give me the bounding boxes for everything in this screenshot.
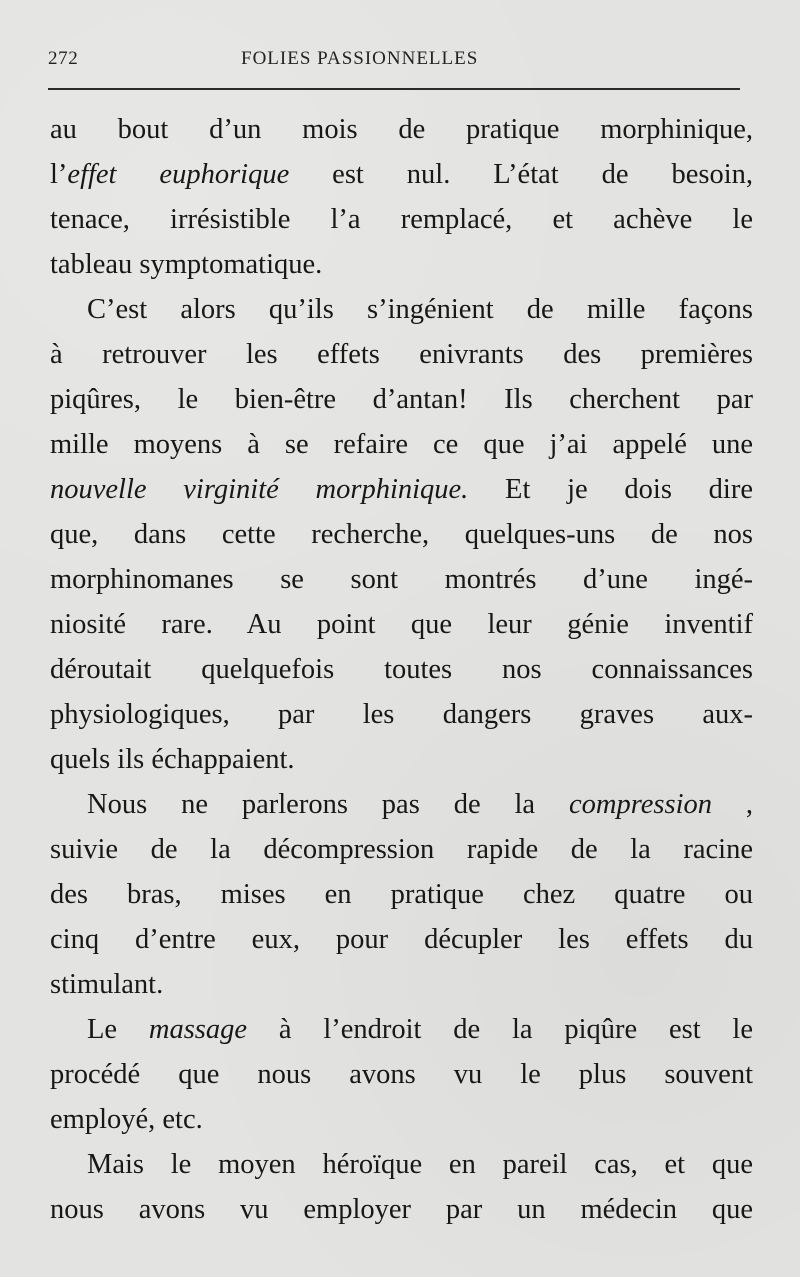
- running-title: FOLIES PASSIONNELLES: [241, 48, 479, 69]
- text-line: mille moyens à se refaire ce que j’ai appelé une: [50, 429, 753, 460]
- paragraph-first-line: Le massage à l’endroit de la piqûre est le: [87, 1014, 753, 1045]
- text-line: piqûres, le bien-être d’antan! Ils cherchent par: [50, 384, 753, 415]
- italic-phrase: massage: [148, 1014, 248, 1045]
- text-line: tableau symptomatique.: [50, 249, 323, 280]
- text-line: morphinomanes se sont montrés d’une ingé-: [50, 564, 753, 595]
- italic-phrase: effet euphorique: [67, 159, 290, 190]
- text-line: nouvelle virginité morphinique. Et je dois dire: [50, 474, 753, 505]
- text-line: déroutait quelquefois toutes nos connaissances: [50, 654, 753, 685]
- page-number: 272: [48, 48, 79, 69]
- italic-phrase: compression: [568, 789, 712, 820]
- italic-phrase: nouvelle virginité morphinique.: [50, 474, 469, 505]
- text-line: quels ils échappaient.: [50, 744, 295, 775]
- paragraph-first-line: Mais le moyen héroïque en pareil cas, et que: [87, 1149, 753, 1180]
- header-rule: [48, 88, 740, 90]
- text-line: procédé que nous avons vu le plus souvent: [50, 1059, 753, 1090]
- paragraph-first-line: Nous ne parlerons pas de la compression ,: [87, 789, 754, 820]
- text-line: que, dans cette recherche, quelques-uns de nos: [50, 519, 753, 550]
- text-line: des bras, mises en pratique chez quatre ou: [50, 879, 753, 910]
- text-line: suivie de la décompression rapide de la racine: [50, 834, 753, 865]
- text-line: niosité rare. Au point que leur génie inventif: [50, 609, 753, 640]
- text-line: tenace, irrésistible l’a remplacé, et achève le: [50, 204, 753, 235]
- text-line: nous avons vu employer par un médecin que: [50, 1194, 753, 1225]
- text-line: au bout d’un mois de pratique morphinique,: [50, 114, 753, 145]
- text-line: l’effet euphorique est nul. L’état de besoin,: [50, 159, 753, 190]
- text-line: physiologiques, par les dangers graves aux-: [50, 699, 753, 730]
- paragraph-first-line: C’est alors qu’ils s’ingénient de mille façons: [87, 294, 753, 325]
- text-line: cinq d’entre eux, pour décupler les effets du: [50, 924, 753, 955]
- text-line: stimulant.: [50, 969, 164, 1000]
- page-header: [48, 48, 740, 72]
- text-line: à retrouver les effets enivrants des premières: [50, 339, 753, 370]
- text-line: employé, etc.: [50, 1104, 203, 1135]
